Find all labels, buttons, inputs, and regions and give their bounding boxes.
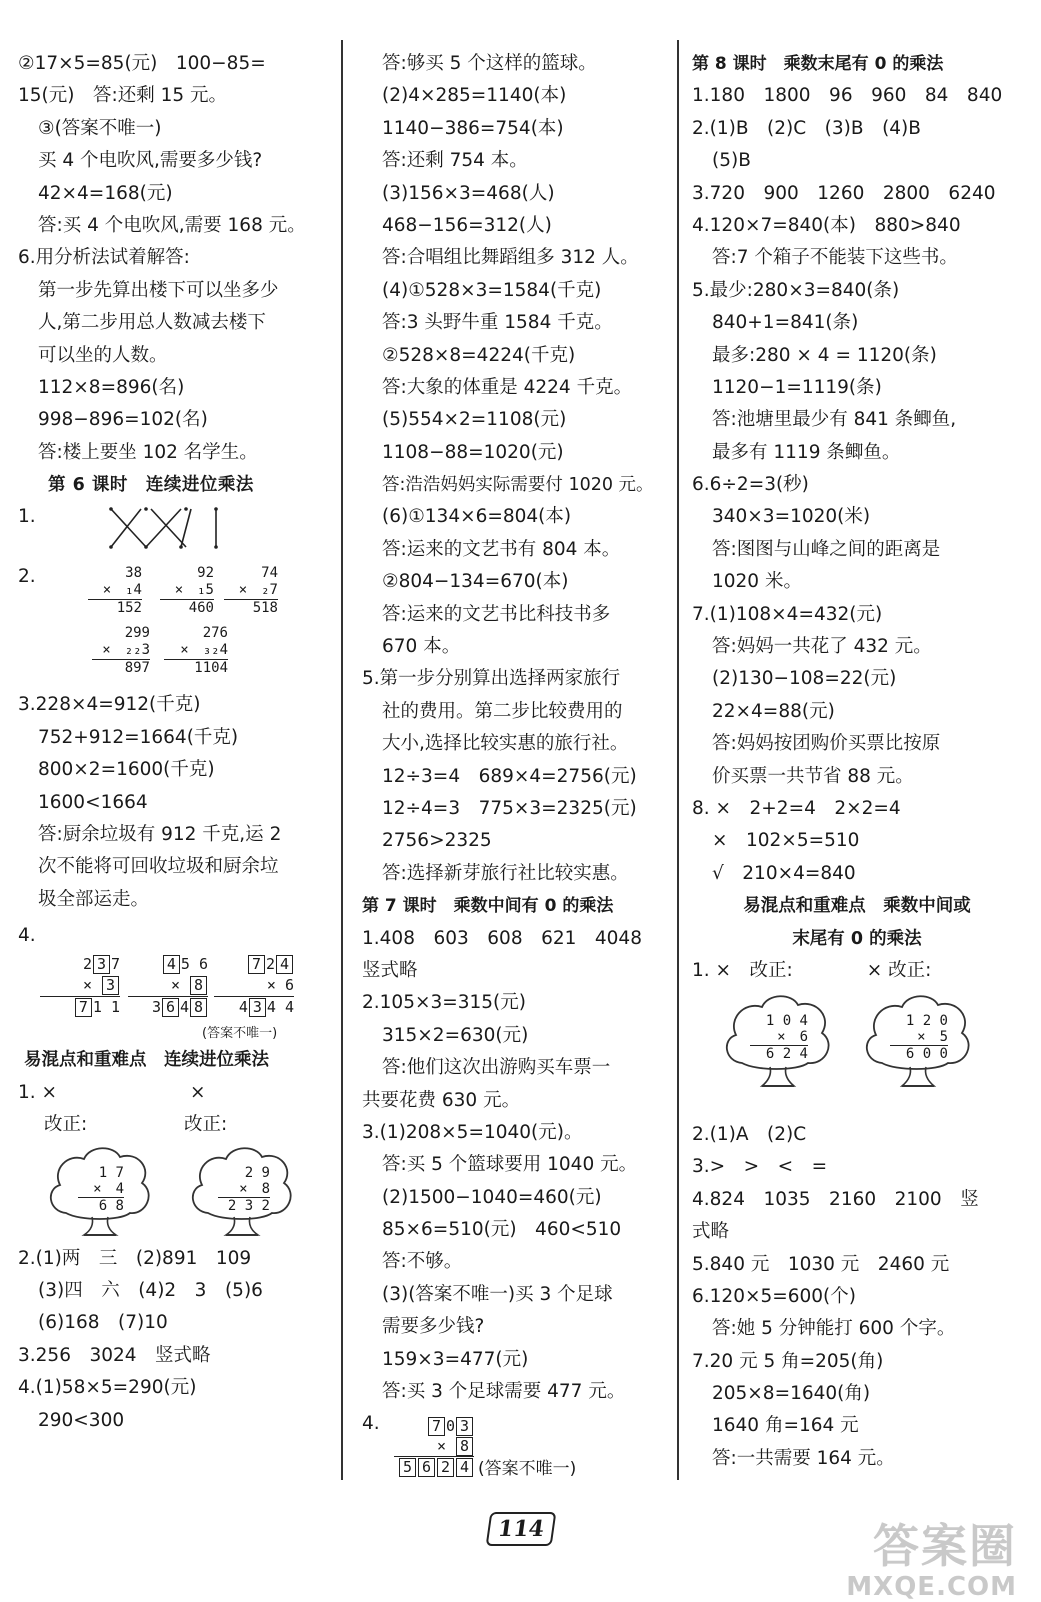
text-line: 圾全部运走。 (38, 888, 150, 910)
text-line: (2)1500−1040=460(元) (382, 1186, 602, 1208)
text-line: (6)168 (7)10 (38, 1312, 168, 1334)
text-line: 1. × (18, 1081, 58, 1103)
section-heading-lesson-7: 第 7 课时 乘数中间有 0 的乘法 (362, 896, 614, 917)
text-line: 315×2=630(元) (382, 1024, 529, 1046)
text-line: 答:妈妈按团购价买票比按原 (712, 733, 941, 755)
text-line: 人,第二步用总人数减去楼下 (38, 312, 266, 334)
key-point-q1 (692, 955, 1022, 1119)
text-line: 670 本。 (382, 636, 461, 658)
calc-line: 92 (197, 565, 214, 582)
column-2 (362, 48, 662, 1480)
text-line: 答:选择新芽旅行社比较实惠。 (382, 862, 629, 884)
text-line: 答:浩浩妈妈实际需要付 1020 元。 (382, 475, 654, 496)
tree-correction-1 (722, 991, 834, 1095)
text-line: 2.(1)两 三 (2)891 109 (18, 1247, 252, 1269)
text-line: 15(元) 答:还剩 15 元。 (18, 85, 228, 107)
text-line: 3.> > < = (692, 1156, 828, 1178)
text-line: 竖式略 (362, 959, 418, 981)
text-line: 5.第一步分别算出选择两家旅行 (362, 668, 621, 690)
tree-calc (890, 1013, 948, 1062)
section-heading-key-points-line2: 末尾有 0 的乘法 (792, 928, 922, 949)
section-heading-key-points: 易混点和重难点 乘数中间或 (743, 896, 971, 917)
text-line: 答:够买 5 个这样的篮球。 (382, 53, 597, 74)
watermark-logo (846, 1510, 1017, 1602)
text-line: 买 4 个电吹风,需要多少钱? (38, 150, 263, 172)
calc-line: 74 (261, 565, 278, 582)
text-line: 2756>2325 (382, 830, 492, 852)
text-line: 3.(1)208×5=1040(元)。 (362, 1121, 583, 1143)
column-divider-2 (677, 40, 679, 1480)
key-point-q1 (18, 1077, 328, 1243)
text-line: 2.(1)B (2)C (3)B (4)B (692, 117, 921, 139)
text-line: × 102×5=510 (712, 830, 860, 852)
text-line: (6)①134×6=804(本) (382, 506, 572, 528)
text-line: ③(答案不唯一) (38, 117, 162, 139)
text-line: 5.840 元 1030 元 2460 元 (692, 1253, 950, 1275)
column-3 (692, 48, 1022, 1475)
text-line: 800×2=1600(千克) (38, 759, 215, 781)
text-line: 答:池塘里最少有 841 条鲫鱼, (712, 409, 957, 431)
text-line: 468−156=312(人) (382, 214, 552, 236)
text-line: 6.用分析法试着解答: (18, 247, 190, 269)
calc-line: 1104 (194, 660, 228, 677)
text-line: 1120−1=1119(条) (712, 376, 882, 398)
text-line: 1140−386=754(本) (382, 117, 564, 139)
match-line (151, 509, 186, 547)
text-line: 答:运来的文艺书有 804 本。 (382, 538, 621, 560)
text-line: 752+912=1664(千克) (38, 726, 239, 748)
calc-line: 6 8 (98, 1197, 124, 1214)
question-number: 4. (18, 925, 36, 947)
watermark-bottom: MXQE.COM (846, 1572, 1017, 1602)
text-line: (3)四 六 (4)2 3 (5)6 (38, 1279, 263, 1301)
calc-line: 38 (125, 565, 142, 582)
text-line: 答:他们这次出游购买车票一 (382, 1057, 611, 1079)
calc-line: 897 (124, 660, 150, 677)
column-1 (18, 48, 328, 1437)
box-calc: 7 0 3 × 8 5 6 2 4 (394, 1416, 474, 1477)
calc-line: × ₁5 (160, 582, 214, 600)
calc-line: × 4 (78, 1181, 124, 1198)
tree-calc (218, 1165, 270, 1214)
text-line: 6.120×5=600(个) (692, 1285, 856, 1307)
text-line: 改正: (44, 1113, 88, 1135)
calc-line: × ₁4 (88, 582, 142, 600)
calc-line: 2 9 (244, 1164, 270, 1181)
text-line: 12÷4=3 775×3=2325(元) (382, 797, 637, 819)
text-line: 5.最少:280×3=840(条) (692, 279, 900, 301)
match-line (146, 509, 181, 547)
question-number: 2. (18, 566, 36, 588)
text-line: 4.824 1035 2160 2100 竖 (692, 1188, 979, 1210)
text-line: 共要花费 630 元。 (362, 1089, 521, 1111)
question-1-matching (18, 501, 328, 561)
text-line: 答:还剩 754 本。 (382, 150, 528, 172)
question-number: 1. (18, 506, 36, 528)
text-line: 价买票一共节省 88 元。 (712, 765, 914, 787)
calc-line: 518 (252, 600, 278, 617)
box-calc: 4 5 6 × 8 3 6 4 8 (128, 954, 208, 1018)
tree-correction-2 (188, 1143, 296, 1243)
text-line: ②528×8=4224(千克) (382, 344, 576, 366)
text-line: 6.6÷2=3(秒) (692, 474, 809, 496)
vertical-calc (88, 565, 142, 617)
box-calc: 7 2 4 × 6 4 3 4 4 (214, 954, 294, 1018)
text-line: 290<300 (38, 1409, 125, 1431)
text-line: 998−896=102(名) (38, 409, 208, 431)
calc-line: 1 2 0 (905, 1012, 948, 1029)
text-line: 3.256 3024 竖式略 (18, 1344, 211, 1366)
text-line: 答:3 头野牛重 1584 千克。 (382, 312, 613, 334)
tree-correction-1 (46, 1143, 154, 1243)
vertical-calc (164, 625, 228, 677)
text-line: 需要多少钱? (382, 1316, 485, 1338)
text-line: 3.720 900 1260 2800 6240 (692, 182, 996, 204)
calc-line: 276 (202, 625, 228, 642)
text-line: 答:厨余垃圾有 912 千克,运 2 (38, 824, 282, 846)
match-line (181, 509, 191, 547)
text-line: 8. × 2+2=4 2×2=4 (692, 797, 901, 819)
text-line: 2.(1)A (2)C (692, 1123, 807, 1145)
question-number: 4. (362, 1413, 380, 1435)
text-line: (2)4×285=1140(本) (382, 85, 567, 107)
text-line: (3)156×3=468(人) (382, 182, 555, 204)
calc-line: 2 3 2 (227, 1197, 270, 1214)
text-line: 42×4=168(元) (38, 182, 173, 204)
text-line: 第一步先算出楼下可以坐多少 (38, 279, 279, 301)
vertical-calc (92, 625, 150, 677)
calc-line: 460 (188, 600, 214, 617)
text-line: (5)554×2=1108(元) (382, 409, 567, 431)
section-heading-key-points: 易混点和重难点 连续进位乘法 (24, 1050, 269, 1071)
text-line: 85×6=510(元) 460<510 (382, 1219, 622, 1241)
calc-line: 6 2 4 (765, 1045, 808, 1062)
text-line: 7.20 元 5 角=205(角) (692, 1350, 884, 1372)
text-line: (4)①528×3=1584(千克) (382, 279, 602, 301)
question-4-fill-boxes (18, 916, 328, 1044)
tree-calc (78, 1165, 124, 1214)
text-line: 112×8=896(名) (38, 376, 185, 398)
text-line: 1.180 1800 96 960 84 840 (692, 85, 1003, 107)
text-line: 1108−88=1020(元) (382, 441, 564, 463)
column-divider-1 (341, 40, 343, 1480)
calc-line: 152 (116, 600, 142, 617)
matching-lines-diagram (106, 505, 266, 555)
text-line: 可以坐的人数。 (38, 344, 168, 366)
watermark-top: 答案圈 (873, 1519, 1017, 1573)
section-heading-lesson-8: 第 8 课时 乘数末尾有 0 的乘法 (692, 54, 944, 74)
tree-calc (750, 1013, 808, 1062)
text-line: 340×3=1020(米) (712, 506, 871, 528)
calc-line: 6 0 0 (905, 1045, 948, 1062)
box-calc: 2 3 7 × 3 7 1 1 (40, 954, 120, 1018)
section-heading-lesson-6: 第 6 课时 连续进位乘法 (48, 475, 254, 496)
text-line: 答:买 4 个电吹风,需要 168 元。 (38, 214, 306, 236)
text-line: 3.228×4=912(千克) (18, 694, 201, 716)
text-line: (5)B (712, 150, 751, 172)
text-line: 答:不够。 (382, 1251, 463, 1273)
text-line: 205×8=1640(角) (712, 1383, 871, 1405)
text-line: 答:运来的文艺书比科技书多 (382, 603, 611, 625)
calc-line: 299 (124, 625, 150, 642)
text-line: 答:买 5 个篮球要用 1040 元。 (382, 1154, 638, 1176)
text-line: 12÷3=4 689×4=2756(元) (382, 765, 637, 787)
text-line: 次不能将可回收垃圾和厨余垃 (38, 856, 279, 878)
note-text: (答案不唯一) (478, 1459, 577, 1480)
text-line: ②804−134=670(本) (382, 571, 569, 593)
calc-line: × ₃₂4 (164, 642, 228, 660)
text-line: 答:图图与山峰之间的距离是 (712, 538, 941, 560)
calc-line: × 6 (750, 1029, 808, 1046)
text-line: 最多:280 × 4 = 1120(条) (712, 344, 937, 366)
tree-correction-2 (862, 991, 974, 1095)
text-line: 22×4=88(元) (712, 700, 835, 722)
text-line: 答:合唱组比舞蹈组多 312 人。 (382, 247, 639, 269)
text-line: 答:7 个箱子不能装下这些书。 (712, 247, 958, 269)
text-line: 7.(1)108×4=432(元) (692, 603, 883, 625)
vertical-calc (224, 565, 278, 617)
text-line: 答:大象的体重是 4224 千克。 (382, 376, 633, 398)
note-text: (答案不唯一) (202, 1026, 278, 1042)
text-line: 答:楼上要坐 102 名学生。 (38, 441, 258, 463)
calc-line: 1 7 (98, 1164, 124, 1181)
text-line: 1640 角=164 元 (712, 1415, 859, 1437)
text-line: 社的费用。第二步比较费用的 (382, 700, 623, 722)
text-line: 答:她 5 分钟能打 600 个字。 (712, 1318, 956, 1340)
text-line: 1.408 603 608 621 4048 (362, 927, 642, 949)
text-line: 1. × 改正: × 改正: (692, 959, 932, 981)
text-line: 1020 米。 (712, 571, 802, 593)
question-4-fill-boxes (362, 1408, 662, 1480)
text-line: 答:买 3 个足球需要 477 元。 (382, 1381, 626, 1403)
text-line: 改正: (184, 1113, 228, 1135)
text-line: 大小,选择比较实惠的旅行社。 (382, 733, 629, 755)
text-line: ②17×5=85(元) 100−85= (18, 53, 266, 74)
text-line: √ 210×4=840 (712, 862, 856, 884)
text-line: 4.120×7=840(本) 880>840 (692, 214, 961, 236)
text-line: 最多有 1119 条鲫鱼。 (712, 441, 901, 463)
calc-line: × ₂7 (224, 582, 278, 600)
text-line: (2)130−108=22(元) (712, 668, 897, 690)
text-line: 2.105×3=315(元) (362, 992, 526, 1014)
text-line: 1600<1664 (38, 791, 148, 813)
text-line: 式略 (692, 1221, 730, 1243)
question-2-vertical-calcs (18, 561, 328, 689)
text-line: 159×3=477(元) (382, 1348, 529, 1370)
calc-line: 1 0 4 (765, 1012, 808, 1029)
text-line: 4.(1)58×5=290(元) (18, 1377, 197, 1399)
text-line: 答:妈妈一共花了 432 元。 (712, 636, 932, 658)
text-line: × (190, 1081, 206, 1103)
calc-line: × 8 (218, 1181, 270, 1198)
calc-line: × ₂₂3 (92, 642, 150, 660)
text-line: 答:一共需要 164 元。 (712, 1447, 895, 1469)
page-number: 114 (485, 1512, 556, 1546)
text-line: (3)(答案不唯一)买 3 个足球 (382, 1283, 613, 1305)
vertical-calc (160, 565, 214, 617)
text-line: 840+1=841(条) (712, 312, 859, 334)
calc-line: × 5 (890, 1029, 948, 1046)
